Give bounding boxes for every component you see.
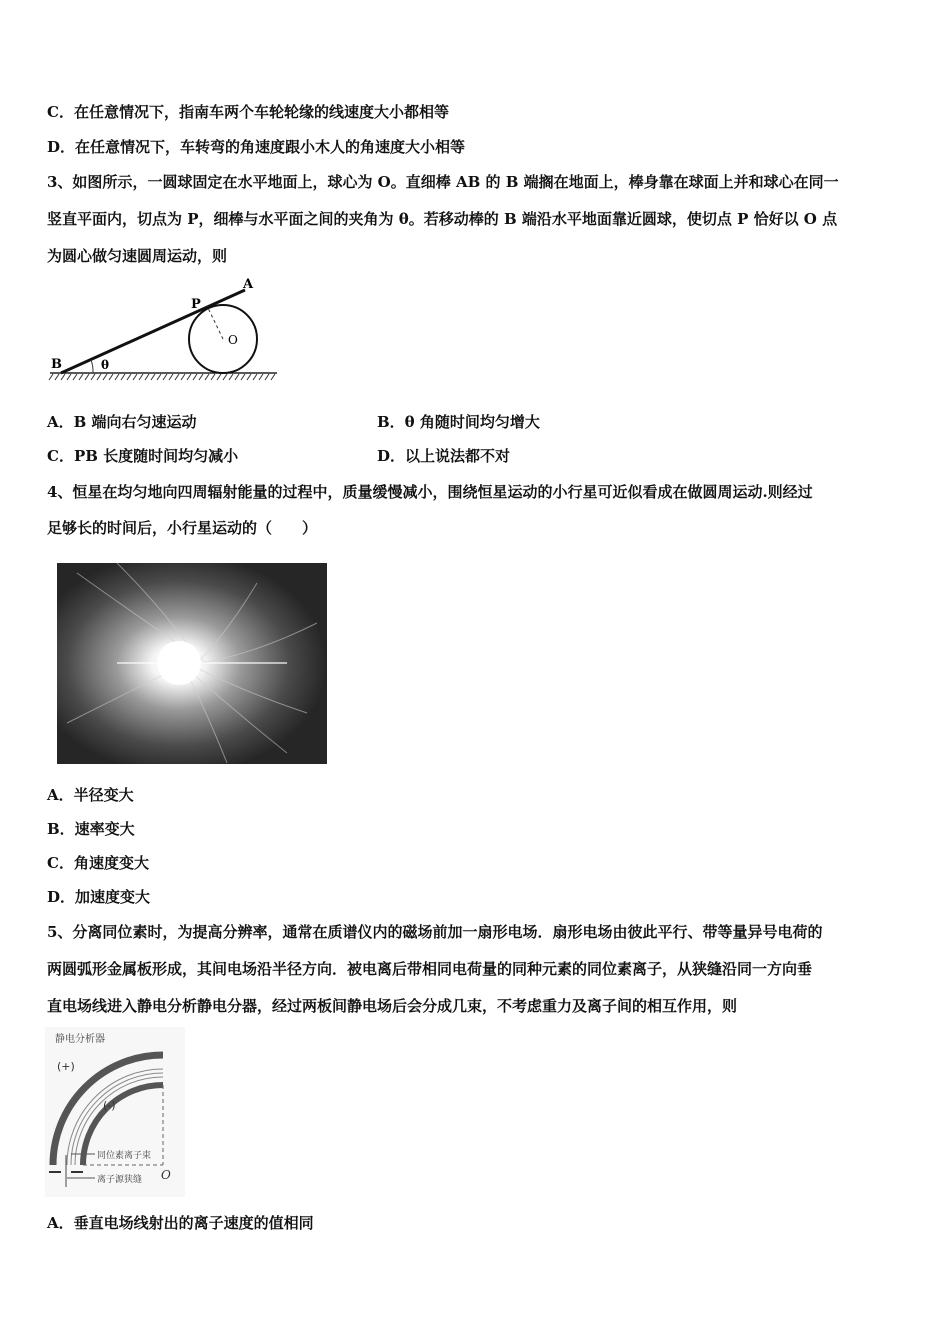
label-minus: (-) xyxy=(103,1099,116,1112)
label-theta: θ xyxy=(101,358,110,372)
label-b: B xyxy=(51,357,62,372)
label-o: O xyxy=(228,333,238,347)
ground-hatching xyxy=(49,374,275,380)
q4-option-b: B．速率变大 xyxy=(47,820,135,838)
q4-option-d: D．加速度变大 xyxy=(47,888,151,906)
q4-stem-line2: 足够长的时间后，小行星运动的（ ） xyxy=(47,519,318,537)
label-a: A xyxy=(243,277,254,292)
q3-option-b: B．θ 角随时间均匀增大 xyxy=(377,413,540,431)
q3-sphere-rod-figure xyxy=(45,272,285,390)
theta-arc xyxy=(91,360,93,373)
q3-option-d: D．以上说法都不对 xyxy=(377,447,511,465)
label-o: O xyxy=(161,1168,171,1182)
q5-stem-line3: 直电场线进入静电分析静电分器，经过两板间静电场后会分成几束，不考虑重力及离子间的相互作用，则 xyxy=(47,997,738,1015)
radius-op xyxy=(208,308,223,339)
q4-option-c: C．角速度变大 xyxy=(47,854,149,872)
q3-stem-line3: 为圆心做匀速圆周运动，则 xyxy=(47,247,228,265)
q3-stem-line2: 竖直平面内，切点为 P，细棒与水平面之间的夹角为 θ。若移动棒的 B 端沿水平地面靠近圆球，使切点 P 恰好以 O 点 xyxy=(47,210,838,228)
analyzer-title: 静电分析器 xyxy=(55,1034,105,1045)
electrostatic-analyzer-figure xyxy=(45,1027,185,1197)
q2-option-c: C．在任意情况下，指南车两个车轮轮缘的线速度大小都相等 xyxy=(47,103,449,121)
label-p: P xyxy=(191,297,201,312)
q5-option-a: A．垂直电场线射出的离子速度的值相同 xyxy=(47,1214,314,1232)
q5-stem-line1: 5、分离同位素时，为提高分辨率，通常在质谱仪内的磁场前加一扇形电场．扇形电场由彼此平行、带等量异号电荷的 xyxy=(47,923,823,941)
q3-option-c: C．PB 长度随时间均匀减小 xyxy=(47,447,239,465)
q3-stem-line1: 3、如图所示，一圆球固定在水平地面上，球心为 O。直细棒 AB 的 B 端搁在地面上，棒身靠在球面上并和球心在同一 xyxy=(47,173,839,191)
label-ion-slit: 离子源狭缝 xyxy=(97,1175,143,1185)
q4-stem-line1: 4、恒星在均匀地向四周辐射能量的过程中，质量缓慢减小，围绕恒星运动的小行星可近似看成在做圆周运动.则经过 xyxy=(47,483,813,501)
label-plus: (+) xyxy=(57,1060,75,1073)
label-isotope-beam: 同位素离子束 xyxy=(97,1151,152,1161)
q4-option-a: A．半径变大 xyxy=(47,786,134,804)
q3-option-a: A．B 端向右匀速运动 xyxy=(47,413,197,431)
star-photo xyxy=(57,563,327,764)
q2-option-d: D．在任意情况下，车转弯的角速度跟小木人的角速度大小相等 xyxy=(47,138,466,156)
q5-stem-line2: 两圆弧形金属板形成，其间电场沿半径方向．被电离后带相同电荷量的同种元素的同位素离子，从狭缝沿同一方向垂 xyxy=(47,960,813,978)
rod-ab xyxy=(61,290,245,373)
